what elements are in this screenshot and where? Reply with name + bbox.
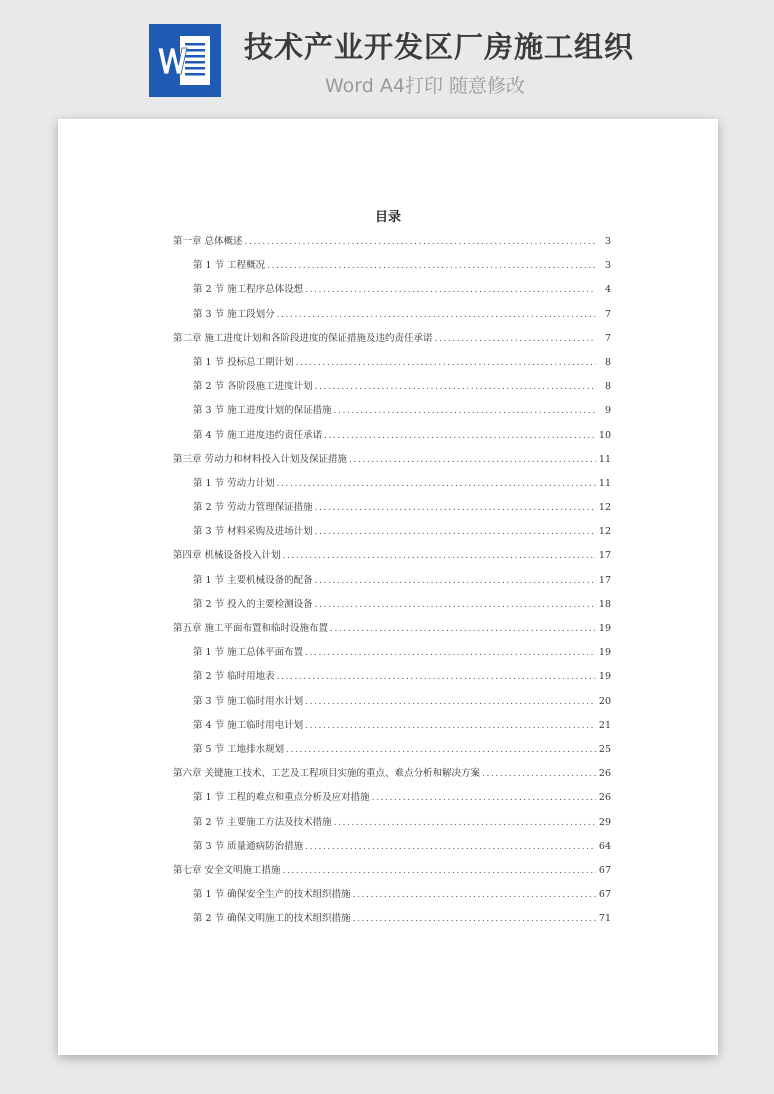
toc-page-number: 17 bbox=[598, 574, 611, 586]
toc-page-number: 20 bbox=[598, 695, 611, 707]
toc-page-number: 12 bbox=[598, 526, 611, 538]
toc-entry-label: 第 3 节 施工进度计划的保证措施 bbox=[193, 405, 332, 417]
toc-title: 目录 bbox=[374, 210, 401, 225]
toc-page-number: 3 bbox=[604, 260, 611, 272]
toc-dot-leader bbox=[334, 406, 596, 416]
toc-entry-label: 第 2 节 确保文明施工的技术组织措施 bbox=[193, 913, 351, 925]
toc-section-entry[interactable] bbox=[173, 306, 611, 330]
toc-section-entry[interactable] bbox=[173, 572, 611, 596]
toc-entry-label: 第 5 节 工地排水规划 bbox=[193, 743, 285, 755]
toc-page-number: 9 bbox=[604, 405, 611, 417]
toc-dot-leader bbox=[482, 769, 596, 779]
toc-dot-leader bbox=[283, 866, 596, 876]
word-document-icon bbox=[149, 24, 221, 97]
toc-dot-leader bbox=[267, 261, 596, 271]
toc-dot-leader bbox=[334, 818, 596, 828]
toc-dot-leader bbox=[305, 285, 596, 295]
toc-page-number: 67 bbox=[598, 889, 611, 901]
toc-entry-label: 第 1 节 工程的难点和重点分析及应对措施 bbox=[193, 792, 370, 804]
toc-entry-label: 第 1 节 确保安全生产的技术组织措施 bbox=[193, 889, 351, 901]
toc-chapter-entry[interactable] bbox=[173, 547, 611, 571]
toc-dot-leader bbox=[349, 455, 596, 465]
toc-dot-leader bbox=[353, 914, 596, 924]
toc-chapter-entry[interactable] bbox=[173, 620, 611, 644]
toc-entry-label: 第 3 节 施工临时用水计划 bbox=[193, 695, 304, 707]
toc-entry-label: 第 1 节 投标总工期计划 bbox=[193, 356, 294, 368]
toc-page-number: 7 bbox=[604, 332, 611, 344]
document-page bbox=[58, 119, 718, 1055]
toc-entry-label: 第 2 节 各阶段施工进度计划 bbox=[193, 381, 313, 393]
toc-dot-leader bbox=[435, 334, 596, 344]
toc-dot-leader bbox=[277, 672, 596, 682]
toc-section-entry[interactable] bbox=[173, 838, 611, 862]
toc-page-number: 8 bbox=[604, 381, 611, 393]
document-subtitle: Word A4打印 随意修改 bbox=[325, 75, 526, 97]
toc-section-entry[interactable] bbox=[173, 281, 611, 305]
toc-section-entry[interactable] bbox=[173, 596, 611, 620]
toc-dot-leader bbox=[315, 527, 596, 537]
toc-entry-label: 第 3 节 施工段划分 bbox=[193, 308, 275, 320]
toc-entry-label: 第 1 节 施工总体平面布置 bbox=[193, 647, 304, 659]
toc-entry-label: 第 3 节 材料采购及进场计划 bbox=[193, 526, 313, 538]
toc-entry-label: 第 2 节 投入的主要检测设备 bbox=[193, 598, 313, 610]
toc-dot-leader bbox=[305, 648, 596, 658]
toc-page-number: 8 bbox=[604, 356, 611, 368]
toc-section-entry[interactable] bbox=[173, 644, 611, 668]
toc-entry-label: 第七章 安全文明施工措施 bbox=[173, 864, 281, 876]
toc-dot-leader bbox=[245, 237, 596, 247]
toc-dot-leader bbox=[315, 382, 596, 392]
toc-dot-leader bbox=[305, 842, 596, 852]
toc-section-entry[interactable] bbox=[173, 693, 611, 717]
toc-section-entry[interactable] bbox=[173, 402, 611, 426]
toc-chapter-entry[interactable] bbox=[173, 862, 611, 886]
toc-dot-leader bbox=[283, 551, 596, 561]
toc-entry-label: 第 1 节 工程概况 bbox=[193, 260, 266, 272]
toc-page-number: 17 bbox=[598, 550, 611, 562]
toc-page-number: 26 bbox=[598, 792, 611, 804]
toc-chapter-entry[interactable] bbox=[173, 765, 611, 789]
toc-section-entry[interactable] bbox=[173, 378, 611, 402]
toc-entry-label: 第 1 节 劳动力计划 bbox=[193, 477, 275, 489]
toc-dot-leader bbox=[353, 890, 596, 900]
toc-entry-label: 第 4 节 施工进度违约责任承诺 bbox=[193, 429, 323, 441]
toc-page-number: 21 bbox=[598, 719, 611, 731]
toc-entry-label: 第六章 关键施工技术、工艺及工程项目实施的重点、难点分析和解决方案 bbox=[173, 768, 481, 780]
toc-dot-leader bbox=[330, 624, 596, 634]
toc-dot-leader bbox=[277, 479, 596, 489]
toc-page-number: 64 bbox=[598, 840, 611, 852]
toc-page-number: 10 bbox=[598, 429, 611, 441]
toc-section-entry[interactable] bbox=[173, 789, 611, 813]
toc-dot-leader bbox=[315, 576, 596, 586]
toc-section-entry[interactable] bbox=[173, 910, 611, 934]
header bbox=[0, 0, 774, 120]
toc-section-entry[interactable] bbox=[173, 717, 611, 741]
toc-dot-leader bbox=[324, 431, 596, 441]
toc-entry-label: 第 2 节 主要施工方法及技术措施 bbox=[193, 816, 332, 828]
toc-section-entry[interactable] bbox=[173, 741, 611, 765]
toc-dot-leader bbox=[277, 310, 596, 320]
toc-page-number: 11 bbox=[598, 477, 611, 489]
toc-section-entry[interactable] bbox=[173, 814, 611, 838]
toc-entry-label: 第五章 施工平面布置和临时设施布置 bbox=[173, 623, 329, 634]
toc-section-entry[interactable] bbox=[173, 257, 611, 281]
toc-entry-label: 第 3 节 质量通病防治措施 bbox=[193, 840, 304, 852]
toc-entry-label: 第二章 施工进度计划和各阶段进度的保证措施及违约责任承诺 bbox=[173, 332, 433, 344]
toc-page-number: 19 bbox=[598, 647, 611, 659]
toc-page-number: 3 bbox=[604, 236, 611, 247]
toc-page-number: 29 bbox=[598, 816, 611, 828]
toc-page-number: 4 bbox=[604, 284, 611, 296]
toc-page-number: 18 bbox=[598, 598, 611, 610]
toc-section-entry[interactable] bbox=[173, 354, 611, 378]
toc-dot-leader bbox=[286, 745, 596, 755]
toc-page-number: 71 bbox=[598, 913, 611, 925]
toc-section-entry[interactable] bbox=[173, 475, 611, 499]
toc-dot-leader bbox=[305, 721, 596, 731]
toc-chapter-entry[interactable] bbox=[173, 451, 611, 475]
toc-entry-label: 第 1 节 主要机械设备的配备 bbox=[193, 574, 313, 586]
toc-entry-label: 第 4 节 施工临时用电计划 bbox=[193, 719, 304, 731]
toc-page-number: 26 bbox=[598, 768, 611, 780]
toc-page-number: 12 bbox=[598, 502, 611, 514]
toc-page-number: 7 bbox=[604, 308, 611, 320]
toc-page-number: 67 bbox=[598, 864, 611, 876]
toc-dot-leader bbox=[296, 358, 596, 368]
toc-dot-leader bbox=[305, 697, 596, 707]
toc-entry-label: 第四章 机械设备投入计划 bbox=[173, 550, 281, 562]
table-of-contents bbox=[173, 233, 611, 934]
toc-entry-label: 第一章 总体概述 bbox=[173, 236, 243, 247]
toc-dot-leader bbox=[372, 793, 596, 803]
toc-dot-leader bbox=[315, 600, 596, 610]
toc-page-number: 11 bbox=[598, 453, 611, 465]
toc-chapter-entry[interactable] bbox=[173, 330, 611, 354]
toc-entry-label: 第 2 节 临时用地表 bbox=[193, 671, 275, 683]
toc-entry-label: 第 2 节 劳动力管理保证措施 bbox=[193, 502, 313, 514]
toc-chapter-entry[interactable] bbox=[173, 233, 611, 257]
toc-entry-label: 第三章 劳动力和材料投入计划及保证措施 bbox=[173, 453, 348, 465]
document-title: 技术产业开发区厂房施工组织 bbox=[244, 30, 635, 64]
toc-page-number: 19 bbox=[598, 671, 611, 683]
toc-section-entry[interactable] bbox=[173, 886, 611, 910]
toc-page-number: 19 bbox=[598, 623, 611, 634]
toc-section-entry[interactable] bbox=[173, 668, 611, 692]
toc-dot-leader bbox=[315, 503, 596, 513]
toc-section-entry[interactable] bbox=[173, 427, 611, 451]
toc-page-number: 25 bbox=[598, 743, 611, 755]
toc-section-entry[interactable] bbox=[173, 523, 611, 547]
toc-entry-label: 第 2 节 施工程序总体设想 bbox=[193, 284, 304, 296]
toc-section-entry[interactable] bbox=[173, 499, 611, 523]
